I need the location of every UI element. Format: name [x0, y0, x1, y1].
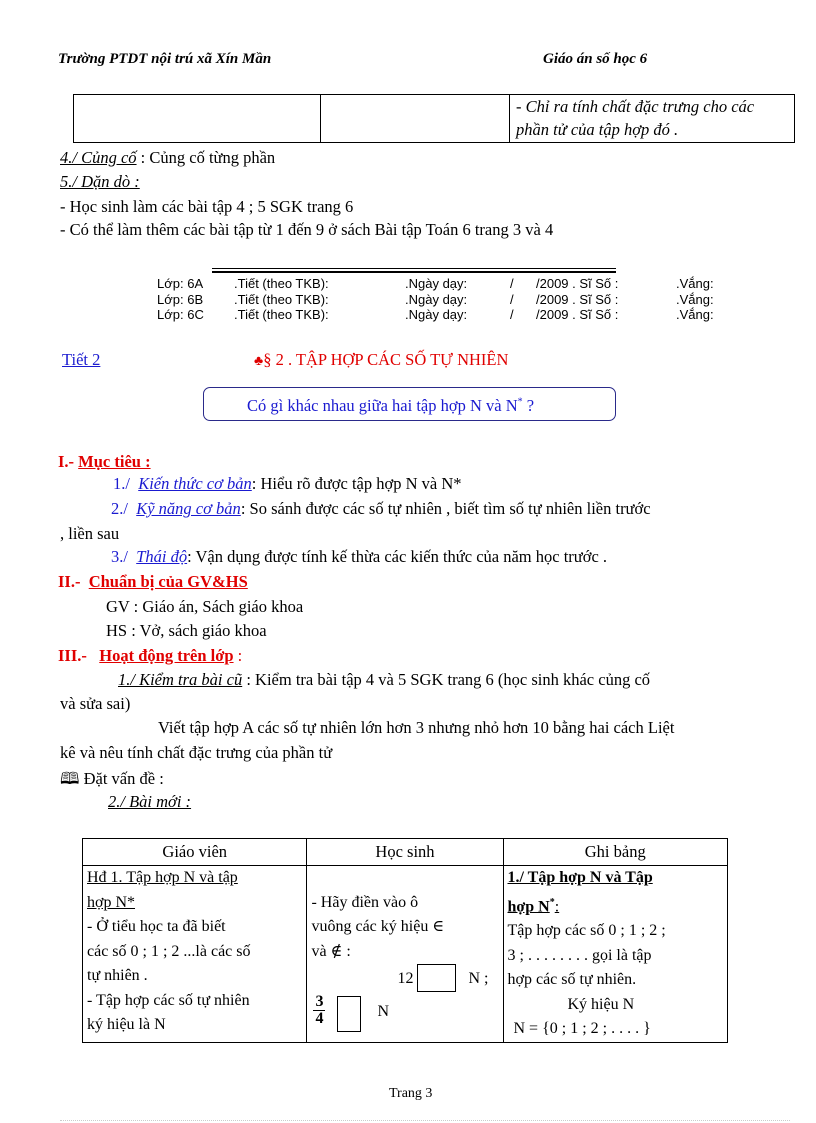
top-table — [73, 94, 795, 143]
lesson-number: Tiết 2 — [62, 350, 101, 369]
dan-do-line-2: - Có thể làm thêm các bài tập từ 1 đến 9 ở sách Bài tập Toán 6 trang 3 và 4 — [60, 220, 554, 239]
objective-skill-cont: , liền sau — [60, 524, 120, 543]
top-table-cell-1 — [74, 95, 321, 143]
review-line-cont: và sửa sai) — [60, 694, 131, 713]
section-2-heading: II.- Chuẩn bị của GV&HS — [58, 572, 248, 591]
answer-box-1[interactable] — [417, 964, 456, 992]
club-icon: ♣ — [254, 354, 264, 369]
objective-attitude: 3./ Thái độ: Vận dụng được tính kế thừa các kiến thức của năm học trước . — [111, 547, 608, 566]
col-header-teacher: Giáo viên — [83, 839, 307, 866]
teacher-cell: Hđ 1. Tập hợp N và tập hợp N* - Ở tiểu học ta đã biết các số 0 ; 1 ; 2 ...là các số tự nhiên . - Tập hợp các số tự nhiên ký hiệu là N — [83, 866, 307, 1043]
fraction-3-4: 3 4 — [315, 993, 324, 1027]
col-header-student: Học sinh — [307, 839, 503, 866]
lesson-table — [82, 838, 728, 1043]
header-school: Trường PTDT nội trú xã Xín Mần — [58, 51, 272, 67]
objective-skill: 2./ Kỹ năng cơ bản: So sánh được các số tự nhiên , biết tìm số tự nhiên liền trước — [111, 499, 651, 518]
objective-knowledge: 1./ Kiến thức cơ bản: Hiểu rõ được tập hợp N và N* — [113, 474, 462, 493]
new-lesson-label: 2./ Bài mới : — [108, 792, 192, 811]
section-1-heading: I.- Mục tiêu : — [58, 452, 151, 471]
review-line: 1./ Kiểm tra bài cũ : Kiểm tra bài tập 4 và 5 SGK trang 6 (học sinh khác củng cố — [118, 670, 651, 689]
divider-top — [212, 268, 616, 269]
problem-statement: 🕮 Đặt vấn đề : — [60, 769, 164, 788]
student-cell: - Hãy điền vào ô vuông các ký hiệu ∈ và ∉ : 12 N ; 3 4 N — [307, 866, 503, 1043]
review-question-1: Viết tập hợp A các số tự nhiên lớn hơn 3 nhưng nhỏ hơn 10 bằng hai cách Liệt — [158, 718, 675, 737]
cung-co: 4./ Củng cố : Củng cố từng phần — [60, 148, 276, 167]
header-subject: Giáo án số học 6 — [543, 51, 648, 67]
col-header-board: Ghi bảng — [503, 839, 728, 866]
dan-do-line-1: - Học sinh làm các bài tập 4 ; 5 SGK trang 6 — [60, 197, 354, 216]
divider-bottom — [212, 271, 616, 273]
prep-student: HS : Vở, sách giáo khoa — [106, 621, 267, 640]
section-3-heading: III.- Hoạt động trên lớp : — [58, 646, 243, 665]
class-schedule: Lớp: 6A .Tiết (theo TKB): .Ngày dạy: / /2009 . Sĩ Số : .Vắng: Lớp: 6B .Tiết (theo TKB): .Ngày dạy: / /2009 . Sĩ Số : .Vắng: Lớp: 6C .Tiết (theo TKB): .Ngày dạy: / /2009 . Sĩ Số : .Vắng: — [157, 276, 714, 322]
question-text: Có gì khác nhau giữa hai tập hợp N và N* ? — [247, 396, 535, 415]
board-cell: 1./ Tập hợp N và Tập hợp N*: Tập hợp các số 0 ; 1 ; 2 ; 3 ; . . . . . . . . gọi là tập hợp các số tự nhiên. Ký hiệu N N = {0 ; 1 ; 2 ; . . . . } — [503, 866, 728, 1043]
dan-do-label: 5./ Dặn dò : — [60, 172, 140, 191]
top-table-cell-3: - Chỉ ra tính chất đặc trưng cho các phần tử của tập hợp đó . — [510, 95, 795, 143]
footer-divider — [60, 1120, 790, 1121]
prep-teacher: GV : Giáo án, Sách giáo khoa — [106, 597, 304, 616]
top-table-cell-2 — [321, 95, 510, 143]
book-icon: 🕮 — [60, 769, 80, 788]
lesson-title: ♣§ 2 . TẬP HỢP CÁC SỐ TỰ NHIÊN — [254, 350, 509, 369]
answer-box-2[interactable] — [337, 996, 361, 1032]
page-number: Trang 3 — [389, 1086, 433, 1101]
review-question-2: kê và nêu tính chất đặc trưng của phần tử — [60, 743, 333, 762]
